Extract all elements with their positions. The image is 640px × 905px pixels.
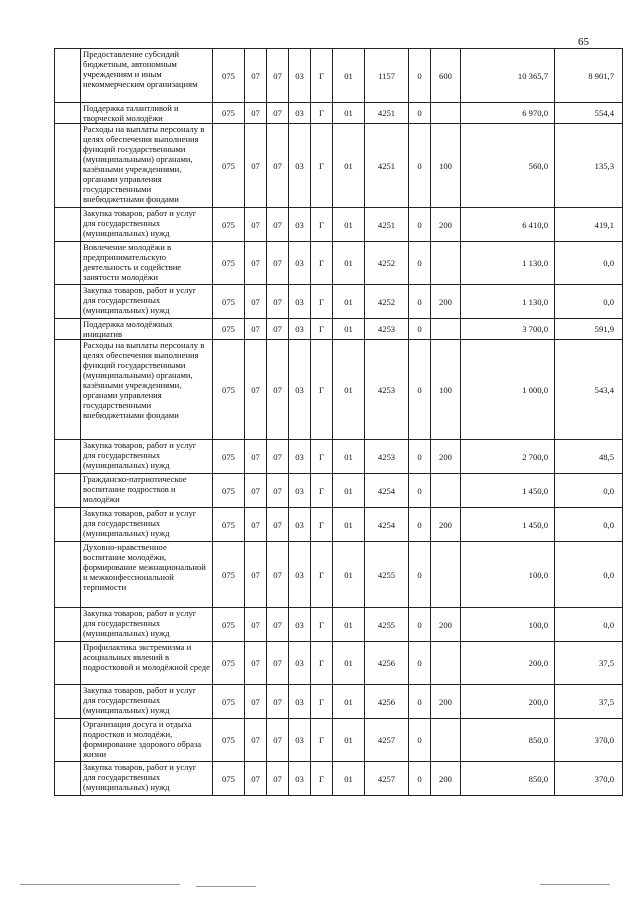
code-program: 03 — [289, 762, 311, 796]
code-section: 07 — [245, 642, 267, 685]
empty-cell — [55, 508, 81, 542]
code-subsection: 07 — [267, 124, 289, 208]
code-program: 03 — [289, 103, 311, 124]
value-planned: 200,0 — [461, 685, 555, 719]
code-subprogram-num: 01 — [333, 285, 365, 319]
code-subsection: 07 — [267, 103, 289, 124]
code-section: 07 — [245, 242, 267, 285]
empty-cell — [55, 103, 81, 124]
row-name: Расходы на выплаты персоналу в целях обеспечения выполнения функций государственными (муниципальными) органами, казёнными учреждениями, органами управления государственными внебюджетными фондами — [81, 124, 213, 208]
code-expense-type: 200 — [431, 440, 461, 474]
code-program: 03 — [289, 719, 311, 762]
code-subprogram-num: 01 — [333, 49, 365, 103]
code-expense-type — [431, 242, 461, 285]
row-name: Организация досуга и отдыха подростков и молодёжи, формирование здорового образа жизни — [81, 719, 213, 762]
code-ministry: 075 — [213, 124, 245, 208]
code-zero: 0 — [409, 242, 431, 285]
table-row — [55, 719, 623, 762]
empty-cell — [55, 642, 81, 685]
row-name: Расходы на выплаты персоналу в целях обеспечения выполнения функций государственными (муниципальными) органами, казёнными учреждениями, органами управления государственными внебюджетными фондами — [81, 340, 213, 440]
empty-cell — [55, 719, 81, 762]
code-ministry: 075 — [213, 208, 245, 242]
code-subprogram-num: 01 — [333, 242, 365, 285]
code-ministry: 075 — [213, 319, 245, 340]
code-subprogram-num: 01 — [333, 719, 365, 762]
code-target: 4251 — [365, 208, 409, 242]
code-target: 4255 — [365, 542, 409, 608]
value-planned: 560,0 — [461, 124, 555, 208]
code-zero: 0 — [409, 762, 431, 796]
empty-cell — [55, 685, 81, 719]
code-subprogram-letter: Г — [311, 340, 333, 440]
code-ministry: 075 — [213, 440, 245, 474]
value-executed: 591,9 — [555, 319, 623, 340]
code-section: 07 — [245, 285, 267, 319]
budget-table — [54, 48, 623, 796]
empty-cell — [55, 124, 81, 208]
code-subsection: 07 — [267, 49, 289, 103]
code-ministry: 075 — [213, 762, 245, 796]
page-number: 65 — [578, 36, 589, 48]
code-ministry: 075 — [213, 642, 245, 685]
value-planned: 850,0 — [461, 719, 555, 762]
code-section: 07 — [245, 124, 267, 208]
code-subprogram-num: 01 — [333, 340, 365, 440]
code-subprogram-letter: Г — [311, 762, 333, 796]
code-ministry: 075 — [213, 608, 245, 642]
table-row — [55, 285, 623, 319]
code-zero: 0 — [409, 719, 431, 762]
code-subprogram-num: 01 — [333, 440, 365, 474]
code-ministry: 075 — [213, 719, 245, 762]
code-ministry: 075 — [213, 474, 245, 508]
code-subsection: 07 — [267, 285, 289, 319]
code-zero: 0 — [409, 608, 431, 642]
code-target: 4251 — [365, 124, 409, 208]
table-row — [55, 608, 623, 642]
code-section: 07 — [245, 319, 267, 340]
value-executed: 370,0 — [555, 762, 623, 796]
code-target: 4255 — [365, 608, 409, 642]
code-program: 03 — [289, 440, 311, 474]
code-ministry: 075 — [213, 285, 245, 319]
code-ministry: 075 — [213, 49, 245, 103]
code-zero: 0 — [409, 508, 431, 542]
budget-table-container — [54, 48, 622, 796]
row-name: Поддержка молодёжных инициатив — [81, 319, 213, 340]
code-expense-type: 600 — [431, 49, 461, 103]
value-executed: 37,5 — [555, 685, 623, 719]
code-expense-type: 200 — [431, 762, 461, 796]
code-program: 03 — [289, 685, 311, 719]
code-target: 4256 — [365, 642, 409, 685]
code-program: 03 — [289, 474, 311, 508]
code-subprogram-letter: Г — [311, 542, 333, 608]
value-executed: 135,3 — [555, 124, 623, 208]
row-name: Предоставление субсидий бюджетным, автономным учреждениям и иным некоммерческим организациям — [81, 49, 213, 103]
table-row — [55, 208, 623, 242]
code-zero: 0 — [409, 685, 431, 719]
code-expense-type: 200 — [431, 508, 461, 542]
code-ministry: 075 — [213, 685, 245, 719]
code-target: 4256 — [365, 685, 409, 719]
code-ministry: 075 — [213, 340, 245, 440]
row-name: Закупка товаров, работ и услуг для государственных (муниципальных) нужд — [81, 508, 213, 542]
code-expense-type — [431, 542, 461, 608]
code-zero: 0 — [409, 285, 431, 319]
code-zero: 0 — [409, 103, 431, 124]
code-subsection: 07 — [267, 542, 289, 608]
empty-cell — [55, 474, 81, 508]
table-row — [55, 542, 623, 608]
code-subprogram-letter: Г — [311, 49, 333, 103]
code-program: 03 — [289, 608, 311, 642]
code-zero: 0 — [409, 474, 431, 508]
code-subprogram-num: 01 — [333, 608, 365, 642]
code-program: 03 — [289, 642, 311, 685]
code-zero: 0 — [409, 124, 431, 208]
value-planned: 10 365,7 — [461, 49, 555, 103]
row-name: Поддержка талантливой и творческой молодёжи — [81, 103, 213, 124]
value-executed: 0,0 — [555, 508, 623, 542]
value-planned: 2 700,0 — [461, 440, 555, 474]
code-subprogram-letter: Г — [311, 474, 333, 508]
code-zero: 0 — [409, 642, 431, 685]
empty-cell — [55, 340, 81, 440]
code-target: 4253 — [365, 319, 409, 340]
code-program: 03 — [289, 542, 311, 608]
code-expense-type: 200 — [431, 608, 461, 642]
code-ministry: 075 — [213, 542, 245, 608]
row-name: Закупка товаров, работ и услуг для государственных (муниципальных) нужд — [81, 208, 213, 242]
code-target: 4253 — [365, 340, 409, 440]
code-subprogram-num: 01 — [333, 103, 365, 124]
code-program: 03 — [289, 208, 311, 242]
code-target: 4257 — [365, 762, 409, 796]
table-row — [55, 474, 623, 508]
code-target: 4252 — [365, 285, 409, 319]
value-executed: 554,4 — [555, 103, 623, 124]
table-row — [55, 340, 623, 440]
value-executed: 0,0 — [555, 285, 623, 319]
empty-cell — [55, 608, 81, 642]
value-executed: 543,4 — [555, 340, 623, 440]
code-section: 07 — [245, 208, 267, 242]
code-expense-type — [431, 642, 461, 685]
code-program: 03 — [289, 340, 311, 440]
code-expense-type — [431, 103, 461, 124]
code-subprogram-letter: Г — [311, 103, 333, 124]
code-subsection: 07 — [267, 508, 289, 542]
value-planned: 200,0 — [461, 642, 555, 685]
code-expense-type — [431, 319, 461, 340]
value-planned: 850,0 — [461, 762, 555, 796]
value-planned: 3 700,0 — [461, 319, 555, 340]
code-subprogram-letter: Г — [311, 285, 333, 319]
code-subsection: 07 — [267, 685, 289, 719]
code-section: 07 — [245, 474, 267, 508]
value-planned: 6 970,0 — [461, 103, 555, 124]
code-subprogram-num: 01 — [333, 685, 365, 719]
empty-cell — [55, 762, 81, 796]
code-expense-type — [431, 474, 461, 508]
code-subprogram-letter: Г — [311, 440, 333, 474]
row-name: Закупка товаров, работ и услуг для государственных (муниципальных) нужд — [81, 685, 213, 719]
code-program: 03 — [289, 319, 311, 340]
code-expense-type: 100 — [431, 340, 461, 440]
code-subprogram-num: 01 — [333, 762, 365, 796]
table-row — [55, 762, 623, 796]
code-program: 03 — [289, 124, 311, 208]
table-row — [55, 319, 623, 340]
code-section: 07 — [245, 542, 267, 608]
code-subprogram-num: 01 — [333, 642, 365, 685]
code-zero: 0 — [409, 208, 431, 242]
value-executed: 48,5 — [555, 440, 623, 474]
code-subprogram-letter: Г — [311, 608, 333, 642]
code-target: 4252 — [365, 242, 409, 285]
row-name: Профилактика экстремизма и асоциальных явлений в подростковой и молодёжной среде — [81, 642, 213, 685]
code-subprogram-letter: Г — [311, 685, 333, 719]
value-planned: 100,0 — [461, 542, 555, 608]
code-section: 07 — [245, 508, 267, 542]
code-ministry: 075 — [213, 242, 245, 285]
code-program: 03 — [289, 508, 311, 542]
code-expense-type: 200 — [431, 685, 461, 719]
empty-cell — [55, 319, 81, 340]
table-row — [55, 242, 623, 285]
table-row — [55, 49, 623, 103]
empty-cell — [55, 242, 81, 285]
table-row — [55, 642, 623, 685]
code-expense-type: 200 — [431, 285, 461, 319]
footer-line-mid — [196, 886, 256, 887]
value-executed: 0,0 — [555, 542, 623, 608]
empty-cell — [55, 440, 81, 474]
row-name: Закупка товаров, работ и услуг для государственных (муниципальных) нужд — [81, 285, 213, 319]
code-subsection: 07 — [267, 208, 289, 242]
row-name: Закупка товаров, работ и услуг для государственных (муниципальных) нужд — [81, 762, 213, 796]
footer-line-left — [20, 884, 180, 885]
code-target: 4253 — [365, 440, 409, 474]
value-planned: 1 450,0 — [461, 508, 555, 542]
code-target: 4257 — [365, 719, 409, 762]
code-expense-type — [431, 719, 461, 762]
empty-cell — [55, 542, 81, 608]
code-subsection: 07 — [267, 242, 289, 285]
table-row — [55, 440, 623, 474]
code-subsection: 07 — [267, 762, 289, 796]
code-subprogram-num: 01 — [333, 319, 365, 340]
code-subprogram-letter: Г — [311, 124, 333, 208]
table-row — [55, 124, 623, 208]
row-name: Вовлечение молодёжи в предпринимательскую деятельность и содействие занятости молодёжи — [81, 242, 213, 285]
code-subprogram-num: 01 — [333, 124, 365, 208]
value-executed: 370,0 — [555, 719, 623, 762]
code-section: 07 — [245, 49, 267, 103]
code-expense-type: 200 — [431, 208, 461, 242]
value-planned: 1 000,0 — [461, 340, 555, 440]
value-executed: 0,0 — [555, 474, 623, 508]
row-name: Духовно-нравственное воспитание молодёжи, формирование межнациональной и межконфессиональной терпимости — [81, 542, 213, 608]
code-zero: 0 — [409, 319, 431, 340]
code-zero: 0 — [409, 542, 431, 608]
row-name: Закупка товаров, работ и услуг для государственных (муниципальных) нужд — [81, 440, 213, 474]
code-subsection: 07 — [267, 319, 289, 340]
value-planned: 1 130,0 — [461, 242, 555, 285]
code-section: 07 — [245, 440, 267, 474]
value-planned: 6 410,0 — [461, 208, 555, 242]
code-ministry: 075 — [213, 508, 245, 542]
code-section: 07 — [245, 340, 267, 440]
code-subprogram-letter: Г — [311, 208, 333, 242]
code-expense-type: 100 — [431, 124, 461, 208]
value-planned: 1 450,0 — [461, 474, 555, 508]
code-subprogram-letter: Г — [311, 642, 333, 685]
code-subprogram-num: 01 — [333, 508, 365, 542]
empty-cell — [55, 285, 81, 319]
table-row — [55, 508, 623, 542]
code-subsection: 07 — [267, 474, 289, 508]
footer-line-right — [540, 884, 610, 885]
table-row — [55, 685, 623, 719]
code-subprogram-letter: Г — [311, 242, 333, 285]
code-target: 4254 — [365, 508, 409, 542]
value-executed: 0,0 — [555, 608, 623, 642]
value-executed: 37,5 — [555, 642, 623, 685]
code-zero: 0 — [409, 49, 431, 103]
code-target: 4251 — [365, 103, 409, 124]
code-program: 03 — [289, 242, 311, 285]
value-executed: 8 901,7 — [555, 49, 623, 103]
code-subprogram-letter: Г — [311, 719, 333, 762]
code-section: 07 — [245, 608, 267, 642]
code-program: 03 — [289, 285, 311, 319]
code-subprogram-num: 01 — [333, 474, 365, 508]
code-ministry: 075 — [213, 103, 245, 124]
code-section: 07 — [245, 685, 267, 719]
code-section: 07 — [245, 103, 267, 124]
code-subprogram-letter: Г — [311, 508, 333, 542]
code-program: 03 — [289, 49, 311, 103]
value-executed: 419,1 — [555, 208, 623, 242]
row-name: Закупка товаров, работ и услуг для государственных (муниципальных) нужд — [81, 608, 213, 642]
code-target: 4254 — [365, 474, 409, 508]
code-subsection: 07 — [267, 719, 289, 762]
code-section: 07 — [245, 762, 267, 796]
code-zero: 0 — [409, 340, 431, 440]
code-subprogram-num: 01 — [333, 208, 365, 242]
code-subsection: 07 — [267, 440, 289, 474]
code-zero: 0 — [409, 440, 431, 474]
code-section: 07 — [245, 719, 267, 762]
value-executed: 0,0 — [555, 242, 623, 285]
row-name: Гражданско-патриотическое воспитание подростков и молодёжи — [81, 474, 213, 508]
code-subprogram-letter: Г — [311, 319, 333, 340]
value-planned: 1 130,0 — [461, 285, 555, 319]
table-row — [55, 103, 623, 124]
value-planned: 100,0 — [461, 608, 555, 642]
code-target: 1157 — [365, 49, 409, 103]
code-subsection: 07 — [267, 340, 289, 440]
empty-cell — [55, 208, 81, 242]
code-subprogram-num: 01 — [333, 542, 365, 608]
code-subsection: 07 — [267, 608, 289, 642]
empty-cell — [55, 49, 81, 103]
code-subsection: 07 — [267, 642, 289, 685]
